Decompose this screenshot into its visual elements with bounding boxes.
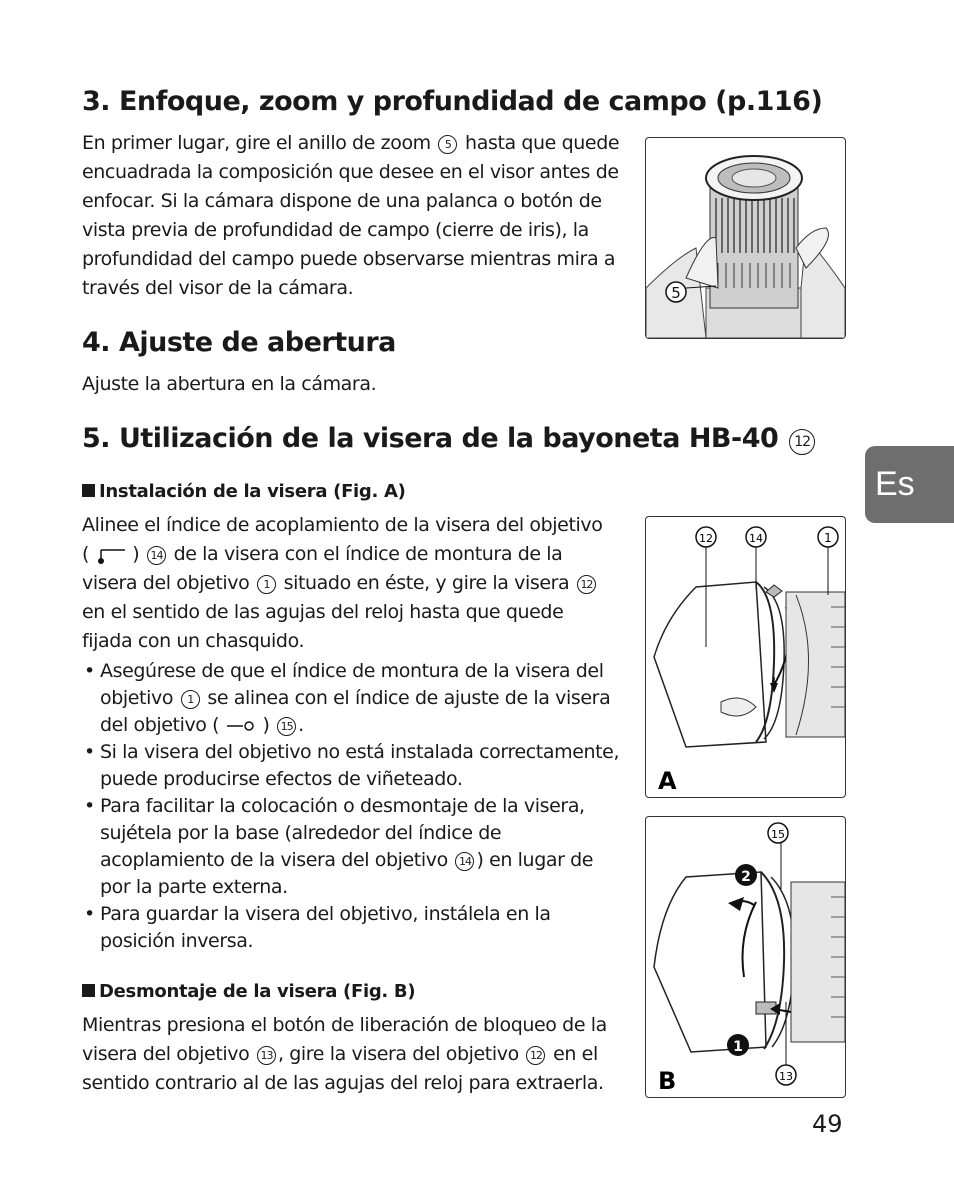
install-line-3b: situado en éste, y gire la visera — [277, 572, 575, 594]
ref-circle-12c: 12 — [526, 1046, 545, 1065]
figure-b — [645, 816, 846, 1098]
bullet-3-a: Para facilitar la colocación o desmontaje de la visera, sujétela por la base (alrededor del índice de acoplamiento de la visera del objetivo — [100, 795, 585, 871]
fig-b-letter: B — [658, 1067, 677, 1095]
install-line-3 — [82, 569, 622, 598]
bullet-3-b: ) en lugar de por la parte externa. — [100, 849, 594, 898]
install-line-5: fijada con un chasquido. — [82, 630, 305, 652]
ref-circle-1b: 1 — [181, 690, 200, 709]
fig-b-step-1: 1 — [733, 1039, 743, 1055]
section-3-text — [82, 129, 642, 303]
ref-circle-13: 13 — [257, 1046, 276, 1065]
square-bullet-icon-2 — [82, 984, 95, 997]
install-line-2 — [82, 540, 622, 569]
remove-text-c: en el sentido contrario al de las agujas del reloj para extraerla. — [82, 1043, 604, 1094]
zoom-ring-figure — [645, 137, 846, 339]
section-4-text: Ajuste la abertura en la cámara. — [82, 373, 377, 395]
hood-remove-illustration — [646, 817, 845, 1097]
page-number: 49 — [812, 1110, 843, 1138]
ref-circle-12: 12 — [789, 429, 815, 455]
ref-circle-1: 1 — [257, 575, 276, 594]
section-4-title: 4. Ajuste de abertura — [82, 327, 396, 358]
install-line-1: Alinee el índice de acoplamiento de la visera del objetivo — [82, 514, 603, 536]
figure-a — [645, 516, 846, 798]
install-line-2a: ( — [82, 543, 95, 565]
bullet-grip — [82, 793, 622, 901]
section-3-text-b: hasta que quede encuadrada la composición que desee en el visor antes de enfocar. Si la cámara dispone de una palanca o botón de vista previa de profundidad de campo (cierre de iris), la profundidad del campo puede observarse mientras mira a través del visor de la cámara. — [82, 132, 620, 299]
section-5-title-text: 5. Utilización de la visera de la bayoneta HB-40 — [82, 423, 788, 454]
bullet-1-a: Asegúrese de que el índice de montura de la visera del objetivo — [100, 660, 604, 709]
fig-a-letter: A — [658, 767, 677, 795]
mount-index-icon — [225, 719, 257, 733]
bullet-alignment — [82, 658, 622, 739]
fig-a-label-12: 12 — [699, 532, 713, 545]
fig-b-step-2: 2 — [741, 869, 751, 885]
ref-circle-12b: 12 — [577, 575, 596, 594]
install-line-2b: ) — [126, 543, 145, 565]
bullet-storage: • Para guardar la visera del objetivo, instálela en la posición inversa. — [82, 901, 622, 955]
install-heading-text: Instalación de la visera (Fig. A) — [99, 481, 406, 502]
ref-circle-15: 15 — [277, 717, 296, 736]
ref-circle-5: 5 — [438, 135, 457, 154]
install-bullet-list — [82, 658, 622, 955]
ref-circle-14b: 14 — [455, 852, 474, 871]
bullet-1-c: ) — [256, 714, 276, 736]
fig-b-label-13: 13 — [779, 1070, 793, 1083]
ref-circle-14: 14 — [147, 546, 166, 565]
bullet-vignetting: • Si la visera del objetivo no está instalada correctamente, puede producirse efectos de viñeteado. — [82, 739, 622, 793]
remove-text-a: Mientras presiona el botón de liberación de bloqueo de la visera del objetivo — [82, 1014, 607, 1065]
section-3-title: 3. Enfoque, zoom y profundidad de campo (p.116) — [82, 86, 823, 117]
fig-b-label-15: 15 — [771, 828, 785, 841]
fig-a-label-1: 1 — [824, 531, 832, 545]
remove-text — [82, 1011, 622, 1098]
install-text — [82, 511, 622, 656]
lens-zoom-illustration — [646, 138, 845, 338]
section-5-title — [82, 423, 817, 455]
remove-text-b: , gire la visera del objetivo — [277, 1043, 525, 1065]
install-heading — [82, 481, 406, 502]
language-tab: Es — [865, 446, 954, 523]
install-line-2c: de la visera con el índice de montura de la — [167, 543, 563, 565]
bullet-1-d: . — [298, 714, 304, 736]
hood-install-illustration — [646, 517, 845, 797]
zoom-ring-label: 5 — [671, 284, 681, 302]
square-bullet-icon — [82, 484, 95, 497]
install-line-4: en el sentido de las agujas del reloj hasta que quede — [82, 601, 564, 623]
remove-heading-text: Desmontaje de la visera (Fig. B) — [99, 981, 416, 1002]
section-3-text-a: En primer lugar, gire el anillo de zoom — [82, 132, 437, 154]
coupling-index-icon — [95, 546, 127, 564]
bullet-1-b: se alinea con el índice de ajuste de la visera del objetivo ( — [100, 687, 611, 736]
fig-a-label-14: 14 — [749, 532, 763, 545]
remove-heading — [82, 981, 415, 1002]
install-line-3a: visera del objetivo — [82, 572, 255, 594]
